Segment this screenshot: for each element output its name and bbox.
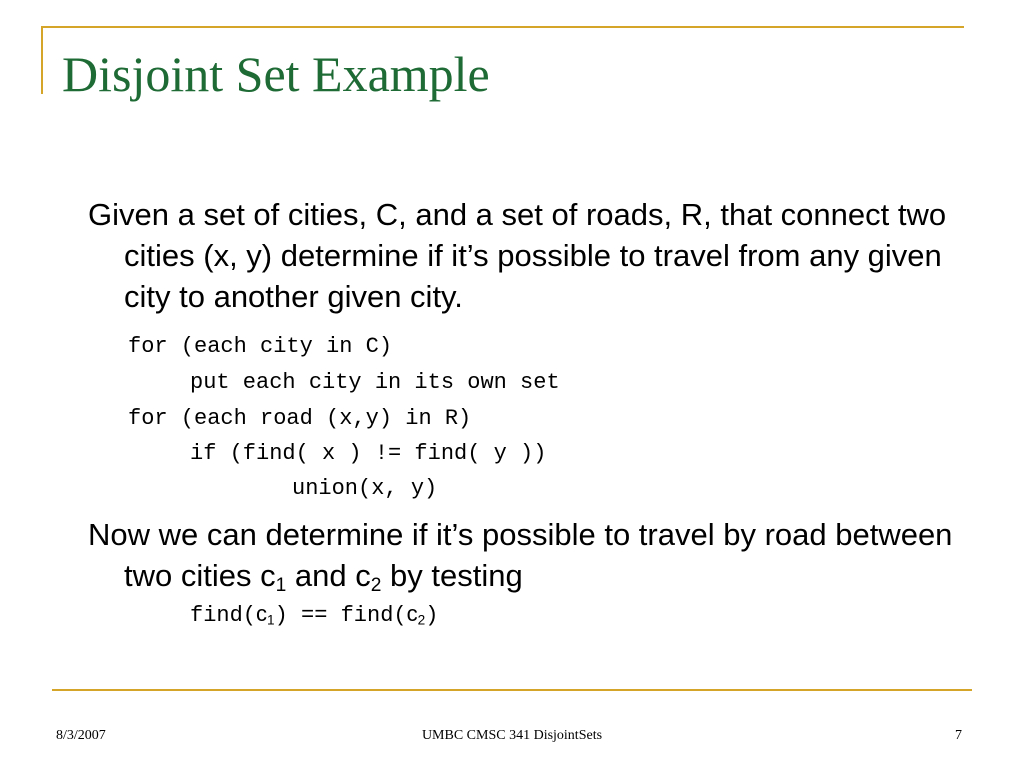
paragraph2-subscript-2: 2 (370, 574, 382, 596)
footer-divider (52, 689, 972, 691)
paragraph2-subscript-1: 1 (275, 574, 287, 596)
test-expr-part-2: ) == find( (274, 603, 407, 628)
code-line-3: for (each road (x,y) in R) (128, 406, 472, 431)
title-frame-left-line (41, 26, 43, 94)
test-expr-subscript-1: 1 (267, 612, 275, 628)
test-expr-var-1: c (256, 601, 268, 626)
paragraph2-text-after: by testing (381, 558, 523, 593)
paragraph2-text-before: Now we can determine if it’s possible to travel by road between two cities c (88, 517, 953, 593)
code-line-1: for (each city in C) (128, 334, 393, 359)
body-paragraph-2 (88, 514, 984, 596)
paragraph2-text-middle: and c (286, 558, 371, 593)
footer-course-title: UMBC CMSC 341 DisjointSets (421, 728, 603, 743)
title-frame-top-line (41, 26, 964, 28)
slide-title: Disjoint Set Example (62, 46, 490, 102)
test-expression (190, 601, 438, 629)
test-expr-subscript-2: 2 (417, 612, 426, 628)
footer-date: 8/3/2007 (56, 728, 106, 743)
code-line-2: put each city in its own set (190, 370, 560, 395)
test-expr-var-2: c (406, 601, 418, 626)
test-expr-part-1: find( (190, 603, 257, 628)
code-line-5: union(x, y) (292, 476, 438, 501)
code-line-4: if (find( x ) != find( y )) (190, 441, 547, 466)
footer-page-number: 7 (955, 728, 962, 743)
body-paragraph-1: Given a set of cities, C, and a set of roads, R, that connect two cities (x, y) determine if it’s possible to travel from any given city to another given city. (88, 197, 947, 314)
test-expr-part-3: ) (425, 603, 439, 628)
